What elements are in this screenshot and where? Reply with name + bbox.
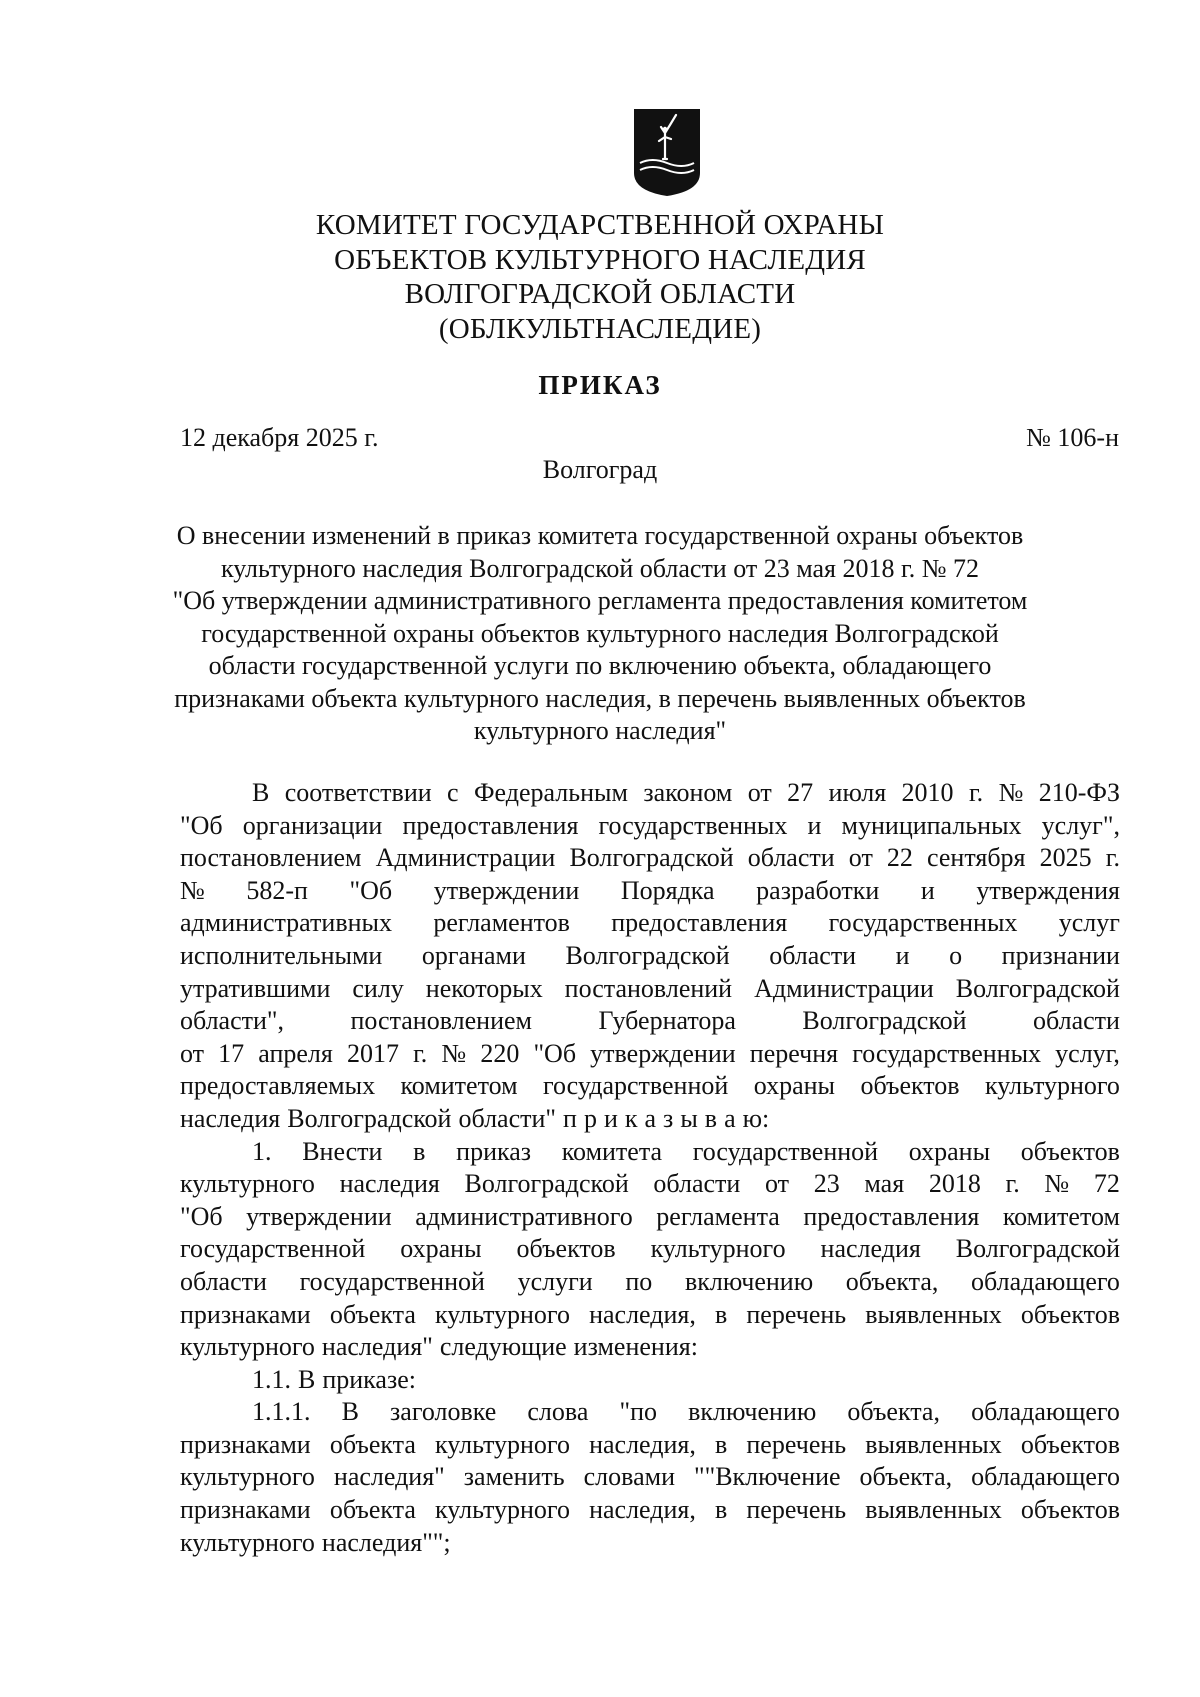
subject-line: государственной охраны объектов культурного наследия Волгоградской xyxy=(201,618,999,648)
document-body xyxy=(180,777,1120,1559)
body-word: № xyxy=(441,1038,467,1068)
org-line: ВОЛГОГРАДСКОЙ ОБЛАСТИ xyxy=(404,278,796,310)
body-word: законом xyxy=(643,778,733,807)
body-line xyxy=(180,1103,1120,1136)
body-word: ы xyxy=(680,1103,698,1133)
body-word: июля xyxy=(828,778,887,807)
body-word: "Об xyxy=(180,1201,223,1231)
body-word: 2025 xyxy=(1039,843,1092,873)
body-word: сентября xyxy=(927,843,1026,873)
body-word: мая xyxy=(864,1169,905,1199)
body-word: № xyxy=(180,875,205,905)
body-word: услуг", xyxy=(1041,810,1120,840)
body-word: "Об xyxy=(533,1038,577,1068)
body-word: приказе: xyxy=(322,1364,416,1394)
body-word: наследия xyxy=(339,1169,440,1199)
body-word: от xyxy=(848,843,873,873)
body-word: Волгоградской xyxy=(955,973,1120,1003)
body-line xyxy=(180,1168,1120,1201)
body-word: приказ xyxy=(456,1136,532,1166)
body-line xyxy=(180,777,1120,810)
body-line xyxy=(180,1233,1120,1266)
body-word: наследия xyxy=(180,1103,281,1133)
body-word: области xyxy=(769,940,857,970)
body-word: Порядка xyxy=(620,875,715,905)
body-word: разработки xyxy=(756,875,880,905)
body-word: 1.1. xyxy=(252,1364,291,1394)
body-line xyxy=(180,875,1120,908)
body-word: 2017 xyxy=(346,1038,399,1068)
body-word: ""Включение xyxy=(693,1462,841,1492)
body-word: объекта xyxy=(329,1429,416,1459)
body-word: по xyxy=(625,1266,653,1296)
body-line xyxy=(180,1527,1120,1560)
body-word: в xyxy=(714,1429,728,1459)
body-word: п xyxy=(563,1103,577,1133)
body-word: объекта xyxy=(329,1495,416,1525)
body-word: услуг, xyxy=(1055,1038,1120,1068)
body-line xyxy=(180,1266,1120,1299)
body-word: государственной xyxy=(543,1071,729,1101)
subject-line: признаками объекта культурного наследия, в перечень выявленных объектов xyxy=(174,683,1026,713)
body-line xyxy=(180,1461,1120,1494)
body-word: муниципальных xyxy=(841,810,1022,840)
body-word: охраны xyxy=(400,1234,482,1264)
body-word: выявленных xyxy=(865,1299,1002,1329)
body-word: культурного xyxy=(180,1169,315,1199)
body-word: и xyxy=(807,810,822,840)
body-word: объектов xyxy=(516,1234,616,1264)
body-word: государственных xyxy=(828,908,1018,938)
body-line xyxy=(180,1331,1120,1364)
body-word: от xyxy=(180,1038,205,1068)
body-word: перечень xyxy=(746,1299,847,1329)
body-line xyxy=(180,973,1120,1006)
body-word: признаками xyxy=(180,1299,311,1329)
body-word: в xyxy=(714,1299,728,1329)
body-word: наследия" xyxy=(333,1462,445,1492)
body-word: 582-п xyxy=(246,875,308,905)
body-line xyxy=(180,940,1120,973)
body-word: обладающего xyxy=(971,1397,1120,1427)
body-word: а xyxy=(644,1103,657,1133)
body-line xyxy=(180,907,1120,940)
body-line xyxy=(180,1070,1120,1103)
body-line xyxy=(180,1005,1120,1038)
body-word: Волгоградской xyxy=(802,1006,967,1036)
body-word: обладающего xyxy=(971,1462,1120,1492)
body-word: В xyxy=(298,1364,316,1394)
body-word: о xyxy=(949,940,963,970)
body-word: объектов xyxy=(1020,1299,1120,1329)
body-word: наследия, xyxy=(589,1429,696,1459)
body-word: организации xyxy=(242,810,383,840)
body-word: области xyxy=(1033,1006,1120,1036)
body-word: р xyxy=(583,1103,597,1133)
body-word: комитетом xyxy=(1002,1201,1120,1231)
body-line xyxy=(180,1396,1120,1429)
body-word: признаками xyxy=(180,1429,311,1459)
body-word: апреля xyxy=(258,1038,333,1068)
body-word: постановлением xyxy=(350,1006,532,1036)
body-word: слова xyxy=(527,1397,589,1427)
document-subject xyxy=(0,520,1200,748)
body-word: государственной xyxy=(299,1266,485,1296)
body-word: объектов xyxy=(860,1071,960,1101)
document-number: № 106-н xyxy=(1026,423,1119,452)
body-word: культурного xyxy=(180,1527,315,1557)
body-word: и xyxy=(895,940,910,970)
body-word: Администрации xyxy=(754,973,934,1003)
body-word: регламента xyxy=(656,1201,780,1231)
body-word: предоставления xyxy=(803,1201,980,1231)
body-word: области xyxy=(653,1169,741,1199)
body-word: государственных xyxy=(598,810,788,840)
body-word: наследия""; xyxy=(321,1527,451,1557)
body-word: 27 xyxy=(787,778,814,807)
body-word: а xyxy=(724,1103,736,1133)
body-word: в xyxy=(413,1136,426,1166)
body-line xyxy=(180,1201,1120,1234)
body-word: наследия xyxy=(820,1234,921,1264)
body-word: изменения: xyxy=(573,1332,698,1362)
subject-line: "Об утверждении административного регламента предоставления комитетом xyxy=(172,586,1028,615)
body-word: охраны xyxy=(753,1071,836,1101)
body-word: ю: xyxy=(742,1103,770,1133)
body-word: Администрации xyxy=(375,843,556,873)
body-word: № xyxy=(1044,1169,1070,1199)
org-line: (ОБЛКУЛЬТНАСЛЕДИЕ) xyxy=(438,312,762,345)
body-word: включению xyxy=(688,1397,817,1427)
body-word: перечень xyxy=(746,1495,847,1525)
body-word: "Об xyxy=(349,875,393,905)
body-word: наследия" xyxy=(321,1332,433,1362)
body-word: регламентов xyxy=(433,908,570,938)
body-word: культурного xyxy=(180,1462,315,1492)
body-word: наследия, xyxy=(589,1299,696,1329)
body-word: государственных xyxy=(852,1038,1042,1068)
body-word: государственной xyxy=(180,1234,366,1264)
body-word: охраны xyxy=(908,1136,991,1166)
body-word: г. xyxy=(413,1038,428,1068)
body-word: культурного xyxy=(985,1071,1120,1101)
body-line xyxy=(180,842,1120,875)
body-word: перечня xyxy=(749,1038,839,1068)
organization-name xyxy=(0,208,1200,346)
body-word: объектов xyxy=(1020,1136,1120,1166)
body-word: Волгоградской xyxy=(569,843,734,873)
body-word: соответствии xyxy=(284,778,432,807)
body-word: В xyxy=(252,778,270,807)
body-word: от xyxy=(747,778,772,807)
body-word: от xyxy=(765,1169,790,1199)
body-word: утратившими xyxy=(180,973,331,1003)
body-word: Волгоградской xyxy=(464,1169,629,1199)
body-word: объекта, xyxy=(847,1397,940,1427)
body-word: 72 xyxy=(1093,1169,1120,1199)
body-word: наследия, xyxy=(589,1495,696,1525)
body-word: 2018 xyxy=(928,1169,981,1199)
subject-line: области государственной услуги по включению объекта, обладающего xyxy=(208,651,992,680)
body-word: в xyxy=(714,1495,728,1525)
body-word: выявленных xyxy=(865,1429,1002,1459)
body-word: органами xyxy=(421,940,526,970)
body-word: и xyxy=(603,1103,618,1133)
body-word: предоставляемых xyxy=(180,1071,376,1101)
body-word: включению xyxy=(684,1266,814,1296)
body-word: предоставления xyxy=(402,810,579,840)
body-word: з xyxy=(663,1103,674,1133)
body-word: услуги xyxy=(517,1266,593,1296)
body-word: перечень xyxy=(746,1429,847,1459)
body-word: культурного xyxy=(435,1429,570,1459)
body-word: утверждении xyxy=(433,875,580,905)
body-word: постановлений xyxy=(564,973,733,1003)
body-word: "по xyxy=(619,1397,658,1427)
body-word: комитета xyxy=(561,1136,663,1166)
body-word: культурного xyxy=(435,1299,570,1329)
body-word: объектов xyxy=(1020,1429,1120,1459)
body-word: с xyxy=(447,778,459,807)
body-word: утверждении xyxy=(246,1201,392,1231)
body-line xyxy=(180,1494,1120,1527)
body-word: 17 xyxy=(218,1038,245,1068)
document-city: Волгоград xyxy=(542,455,658,484)
body-word: утверждении xyxy=(590,1038,736,1068)
body-word: 1.1.1. xyxy=(252,1397,311,1427)
body-word: словами xyxy=(583,1462,675,1492)
body-word: объекта, xyxy=(845,1266,939,1296)
body-word: 220 xyxy=(480,1038,520,1068)
subject-line: культурного наследия Волгоградской области от 23 мая 2018 г. № 72 xyxy=(220,553,980,583)
body-word: 22 xyxy=(886,843,913,873)
body-word: Волгоградской xyxy=(287,1103,452,1133)
body-word: 23 xyxy=(813,1169,840,1199)
body-line xyxy=(180,1299,1120,1332)
body-word: культурного xyxy=(435,1495,570,1525)
body-word: области", xyxy=(180,1006,285,1036)
body-word: 210-ФЗ xyxy=(1038,778,1120,807)
body-word: признании xyxy=(1001,940,1120,970)
body-word: в xyxy=(704,1103,718,1133)
body-word: постановлением xyxy=(180,843,362,873)
body-word: области" xyxy=(458,1103,557,1133)
body-word: № xyxy=(998,778,1024,807)
body-word: 2010 xyxy=(901,778,954,807)
volgograd-coat-of-arms-icon xyxy=(632,107,702,197)
body-word: предоставления xyxy=(611,908,788,938)
body-line xyxy=(180,1038,1120,1071)
body-word: объектов xyxy=(1020,1495,1120,1525)
body-word: заменить xyxy=(463,1462,565,1492)
body-word: исполнительными xyxy=(180,940,383,970)
body-word: услуг xyxy=(1058,908,1120,938)
body-line xyxy=(180,1429,1120,1462)
subject-line: О внесении изменений в приказ комитета государственной охраны объектов xyxy=(176,521,1024,550)
body-word: "Об xyxy=(180,810,223,840)
body-word: административных xyxy=(180,908,392,938)
body-word: области xyxy=(180,1266,267,1296)
document-date: 12 декабря 2025 г. xyxy=(180,423,379,452)
document-type: ПРИКАЗ xyxy=(538,370,662,400)
body-word: культурного xyxy=(180,1332,315,1362)
body-word: Федеральным xyxy=(473,778,628,807)
body-word: 1. xyxy=(252,1136,272,1166)
body-word: области xyxy=(747,843,835,873)
body-word: обладающего xyxy=(971,1266,1120,1296)
body-word: силу xyxy=(352,973,404,1003)
body-line xyxy=(180,1364,1120,1397)
body-word: некоторых xyxy=(425,973,543,1003)
body-word: признаками xyxy=(180,1495,311,1525)
body-word: следующие xyxy=(439,1332,567,1362)
org-line: ОБЪЕКТОВ КУЛЬТУРНОГО НАСЛЕДИЯ xyxy=(334,243,866,276)
body-word: выявленных xyxy=(865,1495,1002,1525)
body-word: административного xyxy=(415,1201,633,1231)
body-word: к xyxy=(624,1103,638,1133)
body-word: утверждения xyxy=(976,875,1120,905)
body-line xyxy=(180,1136,1120,1169)
body-word: культурного xyxy=(650,1234,786,1264)
body-word: г. xyxy=(968,778,984,807)
body-word: объекта, xyxy=(859,1462,953,1492)
body-word: и xyxy=(920,875,935,905)
body-word: объекта xyxy=(329,1299,416,1329)
body-word: комитетом xyxy=(400,1071,518,1101)
body-word: заголовке xyxy=(390,1397,497,1427)
subject-line: культурного наследия" xyxy=(473,716,727,745)
org-line: КОМИТЕТ ГОСУДАРСТВЕННОЙ ОХРАНЫ xyxy=(315,209,885,241)
body-word: Волгоградской xyxy=(955,1234,1120,1264)
body-word: Внести xyxy=(302,1136,383,1166)
body-word: В xyxy=(341,1397,359,1427)
body-word: Волгоградской xyxy=(565,940,730,970)
body-word: г. xyxy=(1005,1169,1020,1199)
body-word: г. xyxy=(1105,843,1120,873)
body-word: Губернатора xyxy=(598,1006,736,1036)
body-word: государственной xyxy=(692,1136,879,1166)
body-line xyxy=(180,810,1120,843)
